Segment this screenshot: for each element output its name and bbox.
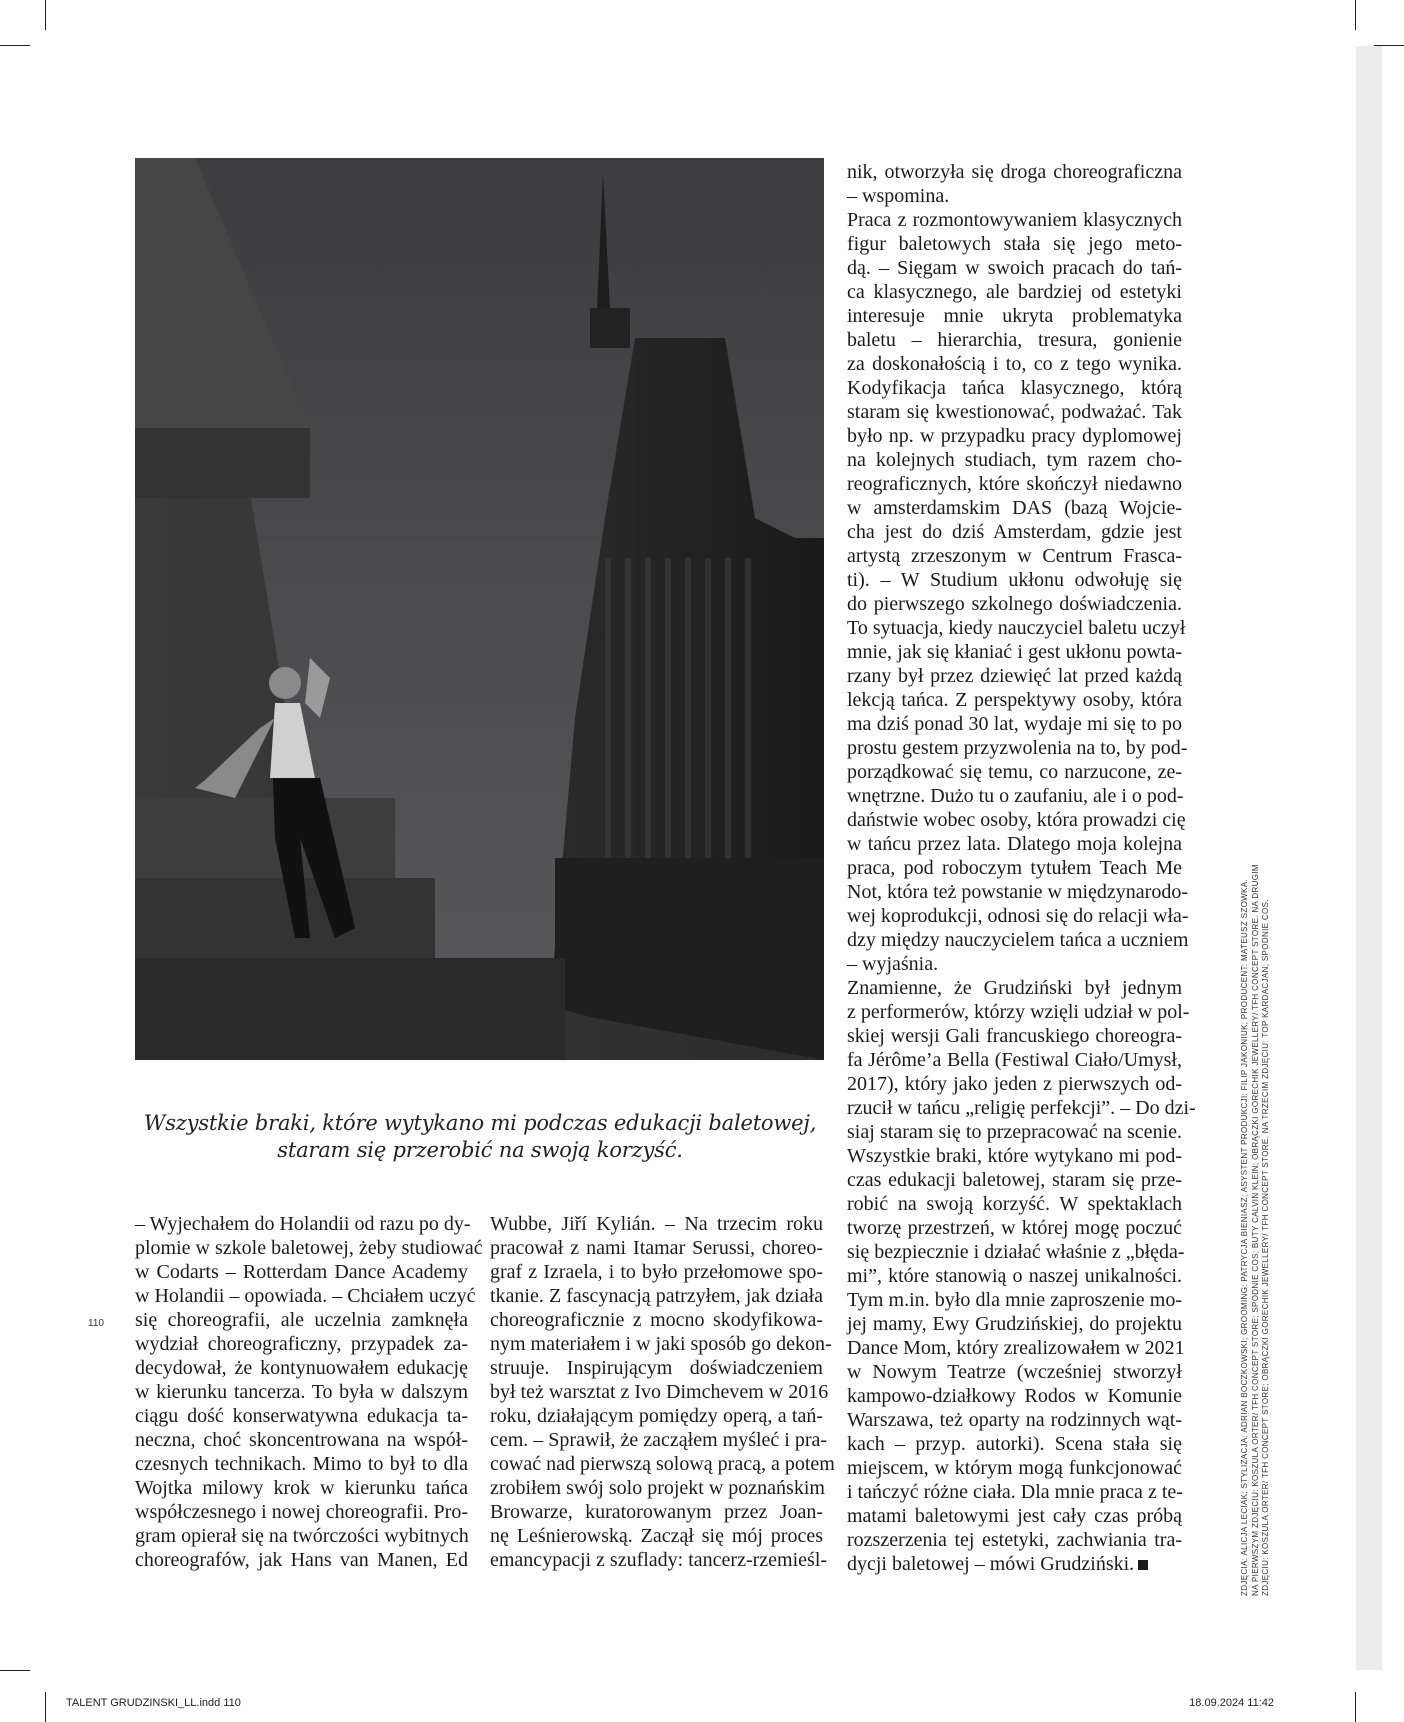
body-line: w Holandii – opowiada. – Chciałem uczyć — [135, 1285, 476, 1307]
body-line: Wubbe, Jiří Kylián. – Na trzecim roku — [490, 1213, 823, 1235]
body-line: współczesnego i nowej choreografii. Pro- — [135, 1501, 468, 1523]
body-line: kampowo-działkowy Rodos w Komunie — [847, 1385, 1182, 1407]
body-line: nik, otworzyła się droga choreograficzna — [847, 161, 1182, 183]
body-column-right — [847, 160, 1196, 1576]
body-line: ma dziś ponad 30 lat, wydaje mi się to po — [847, 713, 1182, 735]
body-line: było np. w przypadku pracy dyplomowej — [847, 425, 1182, 447]
body-line: Wojtka milowy krok w kierunku tańca — [135, 1477, 468, 1499]
body-line: mnie, jak się kłaniać i gest ukłonu powta- — [847, 641, 1182, 663]
body-line: prostu gestem przyzwolenia na to, by pod- — [847, 737, 1188, 759]
body-line: Not, która też powstanie w międzynarodo- — [847, 881, 1189, 903]
body-line: fa Jérôme’a Bella (Festiwal Ciało/Umysł, — [847, 1049, 1182, 1071]
body-line: Kodyfikacja tańca klasycznego, którą — [847, 377, 1182, 399]
body-line: choreograficznie z mocno skodyfikowa- — [490, 1309, 823, 1331]
body-line: – wyjaśnia. — [847, 953, 939, 975]
body-line: praca, pod roboczym tytułem Teach Me — [847, 857, 1182, 879]
body-line: Browarze, kuratorowanym przez Joan- — [490, 1501, 823, 1523]
crop-mark-top-left-v — [45, 0, 46, 30]
body-line: reograficznych, które skończył niedawno — [847, 473, 1182, 495]
body-line: ciągu dość konserwatywna edukacja ta- — [135, 1405, 468, 1427]
body-line: Wszystkie braki, które wytykano mi pod- — [847, 1145, 1182, 1167]
body-line-last — [847, 1552, 1182, 1576]
body-line: gram opierał się na twórczości wybitnych — [135, 1525, 469, 1547]
crop-mark-top-right-v — [1355, 0, 1356, 30]
body-line: nę Leśnierowską. Zaczął się mój proces — [490, 1525, 823, 1547]
crop-mark-bottom-right-v — [1355, 1692, 1356, 1722]
body-line: z performerów, którzy wzięli udział w pol- — [847, 1001, 1190, 1023]
body-line: cha jest do dziś Amsterdam, gdzie jest — [847, 521, 1182, 543]
body-line: mi”, które stanowią o naszej unikalności. — [847, 1265, 1182, 1287]
body-line: tworzę przestrzeń, w której mogę poczuć — [847, 1217, 1182, 1239]
pull-quote-line-2: staram się przerobić na swoją korzyść. — [277, 1138, 683, 1162]
body-line: Praca z rozmontowywaniem klasycznych — [847, 209, 1182, 231]
body-line: wej koprodukcji, odnosi się do relacji wła- — [847, 905, 1189, 927]
body-line: daństwie wobec osoby, która prowadzi cię — [847, 809, 1186, 831]
body-line: Warszawa, też oparty na rodzinnych wąt- — [847, 1409, 1182, 1431]
body-line: Tym m.in. było dla mnie zaproszenie mo- — [847, 1289, 1182, 1311]
body-line: graf z Izraela, i to było przełomowe spo- — [490, 1261, 823, 1283]
body-line: robić na swoją korzyść. W spektaklach — [847, 1193, 1182, 1215]
body-line: emancypacji z szuflady: tancerz-rzemieśl- — [490, 1549, 828, 1571]
body-line: Znamienne, że Grudziński był jednym — [847, 977, 1182, 999]
body-line: wydział choreograficzny, przypadek za- — [135, 1333, 468, 1355]
body-line: rozszerzenia tej estetyki, zachwiania tra- — [847, 1529, 1182, 1551]
body-line: do pierwszego szkolnego doświadczenia. — [847, 593, 1182, 615]
slug-file-name: TALENT GRUDZINSKI_LL.indd 110 — [66, 1697, 241, 1709]
body-line: baletu – hierarchia, tresura, gonienie — [847, 329, 1182, 351]
crop-mark-bottom-left-v — [45, 1692, 46, 1722]
body-line: Dance Mom, który zrealizowałem w 2021 — [847, 1337, 1185, 1359]
body-line: w kierunku tancerza. To była w dalszym — [135, 1381, 468, 1403]
body-line: decydował, że kontynuowałem edukację — [135, 1357, 468, 1379]
body-line: miejscem, w którym mogą funkcjonować — [847, 1457, 1182, 1479]
photo-portrait-dancer-icon — [135, 158, 824, 1060]
body-line: skiej wersji Gali francuskiego choreogra- — [847, 1025, 1182, 1047]
body-line: w tańcu przez lata. Dlatego moja kolejna — [847, 833, 1182, 855]
body-line: jej mamy, Ewy Grudzińskiej, do projektu — [847, 1313, 1182, 1335]
body-column-middle — [490, 1212, 835, 1572]
body-line: kach – przyp. autorki). Scena stała się — [847, 1433, 1182, 1455]
body-line: figur baletowych stała się jego meto- — [847, 233, 1182, 255]
body-line: – Wyjechałem do Holandii od razu po dy- — [135, 1213, 471, 1235]
body-line: w amsterdamskim DAS (bazą Wojcie- — [847, 497, 1182, 519]
body-line: wnętrzne. Dużo tu o zaufaniu, ale i o pod- — [847, 785, 1184, 807]
body-line: 2017), który jako jeden z pierwszych od- — [847, 1073, 1182, 1095]
body-line: czas edukacji baletowej, staram się prze- — [847, 1169, 1182, 1191]
body-line: siaj staram się to przepracować na scenie. — [847, 1121, 1182, 1143]
body-line: ti). – W Studium ukłonu odwołuję się — [847, 569, 1182, 591]
credits-line-1: ZDJĘCIA: ALICJA LECIAK; STYLIZACJA: ADRIAN BOCZKOWSKI; GROOMING: PATRYCJA BIENIASZ; ASYSTENT PRODUKCJI: FILIP JAKONIUK; PRODUCENT: MATEUSZ SZOWKA. — [1240, 878, 1249, 1596]
body-line: cem. – Sprawił, że zacząłem myśleć i pra- — [490, 1429, 828, 1451]
body-line: na kolejnych studiach, tym razem cho- — [847, 449, 1182, 471]
body-line: artystą zrzeszonym w Centrum Frasca- — [847, 545, 1182, 567]
body-line: choreografów, jak Hans van Manen, Ed — [135, 1549, 468, 1571]
body-line: rzany był przez dziewięć lat przed każdą — [847, 665, 1182, 687]
body-column-left — [135, 1212, 483, 1572]
article-photo — [135, 158, 824, 1060]
body-line: porządkować się temu, co narzucone, ze- — [847, 761, 1182, 783]
body-line: zrobiłem swój solo projekt w poznańskim — [490, 1477, 825, 1499]
credits-line-2: NA PIERWSZYM ZDJĘCIU: KOSZULA ORTER/ TFH CONCEPT STORE; SPODNIE COS; BUTY CALVIN KLEIN; OBRĄCZKI GORECHIK JEWELLERY/ TFH CONCEPT STORE. NA DRUGIM — [1250, 864, 1260, 1596]
body-line: lekcją tańca. Z perspektywy osoby, która — [847, 689, 1182, 711]
body-line: neczna, choć skoncentrowana na współ- — [135, 1429, 468, 1451]
crop-mark-bottom-left-h — [0, 1670, 30, 1671]
body-line: staram się kwestionować, podważać. Tak — [847, 401, 1182, 423]
body-line: pracował z nami Itamar Serussi, choreo- — [490, 1237, 823, 1259]
body-line: w Codarts – Rotterdam Dance Academy — [135, 1261, 468, 1283]
body-line: rzucił w tańcu „religię perfekcji”. – Do dzi- — [847, 1097, 1196, 1119]
body-line: czesnych technikach. Mimo to był to dla — [135, 1453, 468, 1475]
body-line: struuje. Inspirującym doświadczeniem — [490, 1357, 823, 1379]
credits-line-3: ZDJĘCIU: KOSZULA ORTER/ TFH CONCEPT STORE; OBRĄCZKI GORECHIK JEWELLERY/ TFH CONCEPT STORE. NA TRZECIM ZDJĘCIU: TOP KARDACJAN; SPODNIE COS. — [1261, 899, 1270, 1596]
body-line: się choreografii, ale uczelnia zamknęła — [135, 1309, 468, 1331]
pull-quote — [140, 1110, 820, 1164]
pull-quote-line-1: Wszystkie braki, które wytykano mi podczas edukacji baletowej, — [143, 1111, 817, 1135]
body-line: się bezpiecznie i działać właśnie z „błęda- — [847, 1241, 1185, 1263]
body-line-last-text: dycji baletowej – mówi Grudziński. — [847, 1553, 1135, 1575]
body-line: To sytuacja, kiedy nauczyciel baletu uczył — [847, 617, 1186, 639]
body-line: matami baletowymi jest cały czas próbą — [847, 1505, 1182, 1527]
body-line: dzy między nauczycielem tańca a uczniem — [847, 929, 1189, 951]
page-number: 110 — [88, 1318, 104, 1329]
slug-date: 18.09.2024 11:42 — [1189, 1697, 1274, 1709]
body-line: roku, działającym pomiędzy operą, a tań- — [490, 1405, 823, 1427]
body-line: cować nad pierwszą solową pracą, a potem — [490, 1453, 835, 1475]
body-line: ca klasycznego, ale bardziej od estetyki — [847, 281, 1182, 303]
end-of-article-square-icon — [1138, 1560, 1148, 1570]
body-line: plomie w szkole baletowej, żeby studiować — [135, 1237, 483, 1259]
body-line: dą. – Sięgam w swoich pracach do tań- — [847, 257, 1182, 279]
body-line: interesuje mnie ukryta problematyka — [847, 305, 1182, 327]
body-line: w Nowym Teatrze (wcześniej stworzył — [847, 1361, 1182, 1383]
body-line: nym materiałem i w jaki sposób go dekon- — [490, 1333, 832, 1355]
body-line: – wspomina. — [847, 185, 950, 207]
body-line: tkanie. Z fascynacją patrzyłem, jak działa — [490, 1285, 823, 1307]
photo-credits — [1240, 716, 1272, 1596]
body-line: za doskonałością i to, co z tego wynika. — [847, 353, 1182, 375]
body-line: był też warsztat z Ivo Dimchevem w 2016 — [490, 1381, 829, 1403]
binding-gutter — [1356, 46, 1382, 1670]
body-line: i tańczyć różne ciała. Dla mnie praca z te- — [847, 1481, 1183, 1503]
crop-mark-top-left-h — [0, 45, 30, 46]
